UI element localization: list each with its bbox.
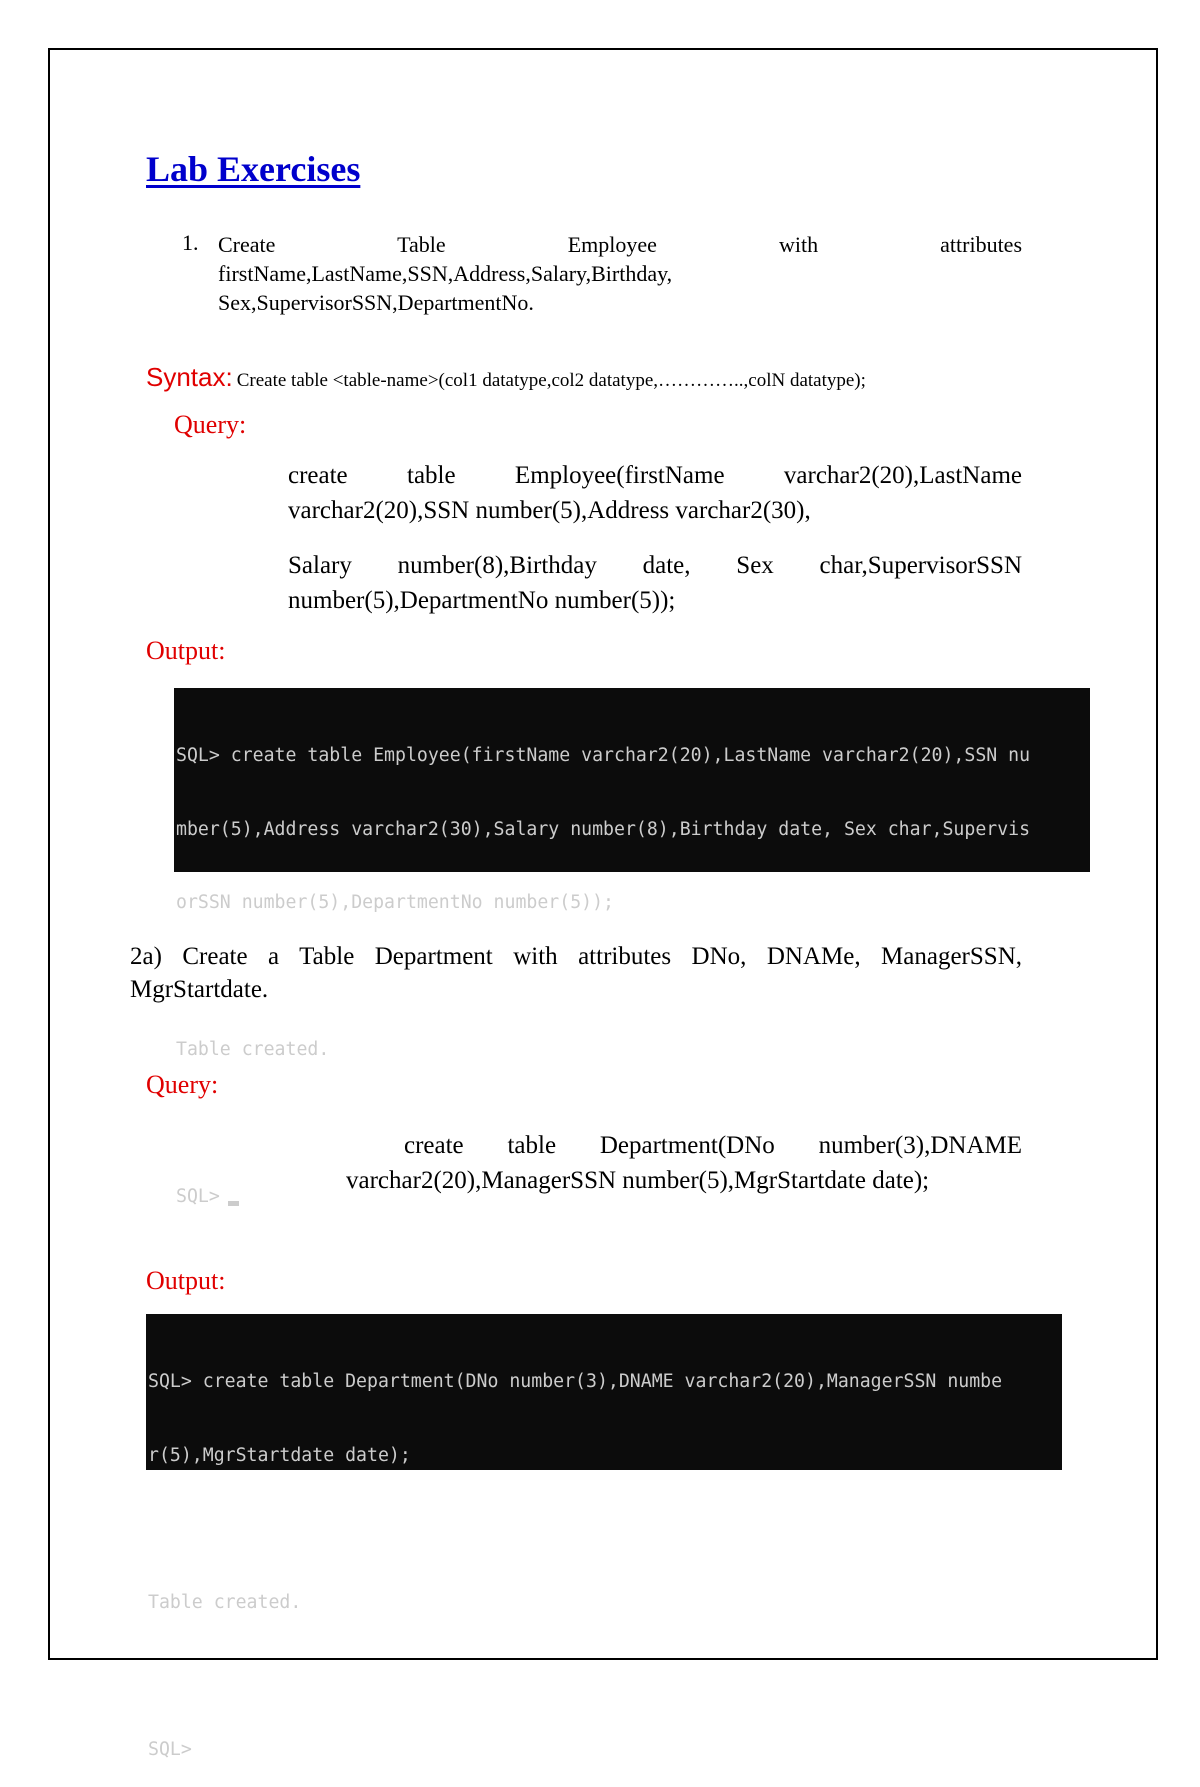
console-line [148,1664,1060,1689]
console-line: orSSN number(5),DepartmentNo number(5)); [176,892,614,913]
query-2-label: Query: [146,1070,219,1099]
exercise-1-word: attributes [940,232,1023,257]
query-1-label: Query: [174,410,247,439]
query-2-line-2: varchar2(20),ManagerSSN number(5),MgrStartdate date); [346,1167,930,1194]
syntax-label: Syntax: [146,362,233,392]
console-line: SQL> create table Employee(firstName varchar2(20),LastName varchar2(20),SSN nu [176,745,1031,766]
output-2-label: Output: [146,1266,226,1295]
exercise-1-word: with [778,232,819,257]
exercise-1-number: 1. [182,230,199,255]
console-line [148,1517,1060,1542]
exercise-1-line-1 [218,230,1022,259]
console-line: mber(5),Address varchar2(30),Salary number(8),Birthday date, Sex char,Supervis [176,818,1031,840]
exercise-1-text [218,230,1022,317]
console-prompt: SQL> [176,1186,220,1207]
syntax-line [146,362,866,393]
exercise-1-line-2: firstName,LastName,SSN,Address,Salary,Birthday, [218,261,673,286]
console-line: Table created. [148,1591,302,1613]
exercise-1-word: Table [397,232,446,257]
console-line: SQL> create table Department(DNo number(3),DNAME varchar2(20),ManagerSSN numbe [148,1371,1003,1392]
query-1-paragraph-2: Salary number(8),Birthday date, Sex char,SupervisorSSN number(5),DepartmentNo number(5)); [288,552,1022,614]
output-1-label: Output: [146,636,226,665]
exercise-1-line-3: Sex,SupervisorSSN,DepartmentNo. [218,290,534,315]
console-prompt: SQL> [148,1738,192,1760]
exercise-1-word: Create [218,232,276,257]
query-1-paragraph-1: create table Employee(firstName varchar2(20),LastName varchar2(20),SSN number(5),Address varchar2(30), [288,462,1022,524]
exercise-1-word: Employee [567,232,657,257]
query-2-line-1: create table Department(DNo number(3),DNAME [404,1132,1022,1159]
syntax-text: Create table <table-name>(col1 datatype,col2 datatype,…………..,colN datatype); [236,370,866,391]
console-line: Table created. [176,1039,330,1060]
exercise-2-text: 2a) Create a Table Department with attributes DNo, DNAMe, ManagerSSN, MgrStartdate. [130,943,1022,1003]
output-2-console [146,1314,1062,1760]
page-title: Lab Exercises [146,149,361,189]
cursor-icon [228,1201,239,1206]
console-line: r(5),MgrStartdate date); [148,1444,411,1466]
